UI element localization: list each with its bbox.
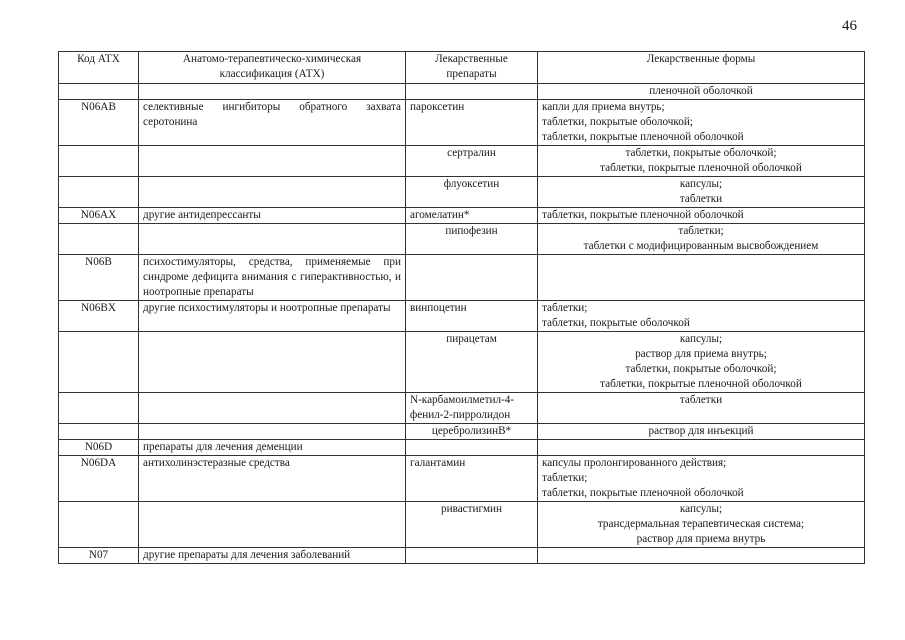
atc-classification-cell: селективные ингибиторы обратного захвата серотонина	[139, 100, 406, 146]
table-row	[59, 502, 865, 548]
table-row	[59, 332, 865, 393]
atc-code-cell: N06DA	[59, 456, 139, 502]
dosage-forms-cell	[538, 146, 865, 177]
table-row	[59, 208, 865, 224]
atc-code-cell: N06B	[59, 255, 139, 301]
atc-code-cell: N06AB	[59, 100, 139, 146]
atc-code-cell: N06AX	[59, 208, 139, 224]
dosage-form-line: трансдермальная терапевтическая система;	[597, 518, 805, 530]
table-header-row	[59, 52, 865, 84]
atc-code-cell	[59, 502, 139, 548]
header-classification-line-1: Анатомо-терапевтическо-химическая	[182, 53, 362, 65]
header-classification-line-2: классификация (АТХ)	[219, 68, 325, 80]
header-classification	[139, 52, 406, 84]
header-drugs	[406, 52, 538, 84]
dosage-forms-cell	[538, 440, 865, 456]
dosage-forms-cell	[538, 100, 865, 146]
drug-name-cell: пипофезин	[406, 224, 538, 255]
drug-name-cell: N-карбамоилметил-4-фенил-2-пирролидон	[406, 393, 538, 424]
dosage-form-line: таблетки;	[678, 225, 724, 237]
atc-code-cell: N07	[59, 548, 139, 564]
atc-code-cell	[59, 177, 139, 208]
dosage-form-line: таблетки, покрытые пленочной оболочкой	[600, 162, 802, 174]
dosage-forms-cell	[538, 548, 865, 564]
header-forms: Лекарственные формы	[538, 52, 865, 84]
drug-name-cell: галантамин	[406, 456, 538, 502]
dosage-form-line: капсулы;	[679, 178, 723, 190]
dosage-forms-cell	[538, 332, 865, 393]
drug-name-cell: винпоцетин	[406, 301, 538, 332]
dosage-form-line: раствор для приема внутрь	[636, 533, 766, 545]
dosage-form-line: таблетки, покрытые оболочкой;	[542, 116, 693, 128]
drug-name-cell	[406, 548, 538, 564]
table-row	[59, 146, 865, 177]
atc-classification-cell: препараты для лечения деменции	[139, 440, 406, 456]
atc-classification-cell	[139, 146, 406, 177]
dosage-form-line: капсулы;	[679, 503, 723, 515]
dosage-forms-cell	[538, 208, 865, 224]
dosage-forms-cell	[538, 84, 865, 100]
atc-classification-cell: другие психостимуляторы и ноотропные препараты	[139, 301, 406, 332]
drug-name-cell: флуоксетин	[406, 177, 538, 208]
table-row	[59, 255, 865, 301]
dosage-form-line: таблетки	[679, 394, 723, 406]
table-row	[59, 84, 865, 100]
drug-name-cell	[406, 84, 538, 100]
table-row	[59, 440, 865, 456]
atc-code-cell	[59, 224, 139, 255]
atc-table	[58, 51, 865, 564]
table-row	[59, 100, 865, 146]
dosage-form-line: таблетки;	[542, 472, 588, 484]
dosage-forms-cell	[538, 424, 865, 440]
atc-classification-cell: антихолинэстеразные средства	[139, 456, 406, 502]
atc-classification-cell	[139, 332, 406, 393]
table-row	[59, 424, 865, 440]
dosage-form-line: капсулы;	[679, 333, 723, 345]
header-drugs-line-1: Лекарственные	[435, 53, 508, 65]
atc-classification-cell	[139, 224, 406, 255]
atc-code-cell: N06D	[59, 440, 139, 456]
atc-code-cell	[59, 146, 139, 177]
atc-classification-cell: психостимуляторы, средства, применяемые при синдроме дефицита внимания с гиперактивностью, и ноотропные препараты	[139, 255, 406, 301]
table-row	[59, 393, 865, 424]
dosage-form-line: таблетки, покрытые пленочной оболочкой	[542, 131, 744, 143]
dosage-form-line: капли для приема внутрь;	[542, 101, 665, 113]
dosage-form-line: таблетки, покрытые оболочкой;	[625, 147, 777, 159]
atc-classification-cell	[139, 424, 406, 440]
drug-name-cell: сертралин	[406, 146, 538, 177]
dosage-forms-cell	[538, 456, 865, 502]
atc-classification-cell	[139, 177, 406, 208]
dosage-form-line: таблетки	[679, 193, 723, 205]
atc-code-cell: N06BX	[59, 301, 139, 332]
table-row	[59, 548, 865, 564]
drug-name-cell: ривастигмин	[406, 502, 538, 548]
page-number: 46	[842, 18, 857, 34]
atc-classification-cell: другие антидепрессанты	[139, 208, 406, 224]
drug-name-cell: агомелатин*	[406, 208, 538, 224]
drug-name-cell: пароксетин	[406, 100, 538, 146]
drug-name-cell	[406, 440, 538, 456]
drug-name-cell: церебролизинВ*	[406, 424, 538, 440]
header-drugs-line-2: препараты	[446, 68, 497, 80]
atc-code-cell	[59, 393, 139, 424]
dosage-form-line: таблетки, покрытые пленочной оболочкой	[600, 378, 802, 390]
dosage-form-line: таблетки, покрытые оболочкой;	[625, 363, 777, 375]
dosage-form-line: раствор для инъекций	[648, 425, 754, 437]
atc-classification-cell: другие препараты для лечения заболеваний	[139, 548, 406, 564]
dosage-form-line: капсулы пролонгированного действия;	[542, 457, 727, 469]
dosage-form-line: пленочной оболочкой	[649, 85, 753, 97]
dosage-form-line: раствор для приема внутрь;	[635, 348, 767, 360]
dosage-form-line: таблетки, покрытые пленочной оболочкой	[542, 487, 744, 499]
dosage-form-line: таблетки, покрытые пленочной оболочкой	[542, 209, 744, 221]
dosage-form-line: таблетки с модифицированным высвобождением	[583, 240, 819, 252]
table-row	[59, 456, 865, 502]
atc-classification-cell	[139, 502, 406, 548]
dosage-form-line: таблетки, покрытые оболочкой	[542, 317, 690, 329]
drug-name-cell	[406, 255, 538, 301]
table-row	[59, 177, 865, 208]
drug-name-cell: пирацетам	[406, 332, 538, 393]
header-code: Код АТХ	[59, 52, 139, 84]
table-row	[59, 301, 865, 332]
atc-code-cell	[59, 332, 139, 393]
table-body	[59, 84, 865, 564]
atc-code-cell	[59, 424, 139, 440]
dosage-forms-cell	[538, 502, 865, 548]
dosage-forms-cell	[538, 255, 865, 301]
dosage-forms-cell	[538, 393, 865, 424]
table-row	[59, 224, 865, 255]
atc-code-cell	[59, 84, 139, 100]
dosage-form-line: таблетки;	[542, 302, 588, 314]
atc-classification-cell	[139, 84, 406, 100]
atc-classification-cell	[139, 393, 406, 424]
dosage-forms-cell	[538, 301, 865, 332]
dosage-forms-cell	[538, 224, 865, 255]
dosage-forms-cell	[538, 177, 865, 208]
